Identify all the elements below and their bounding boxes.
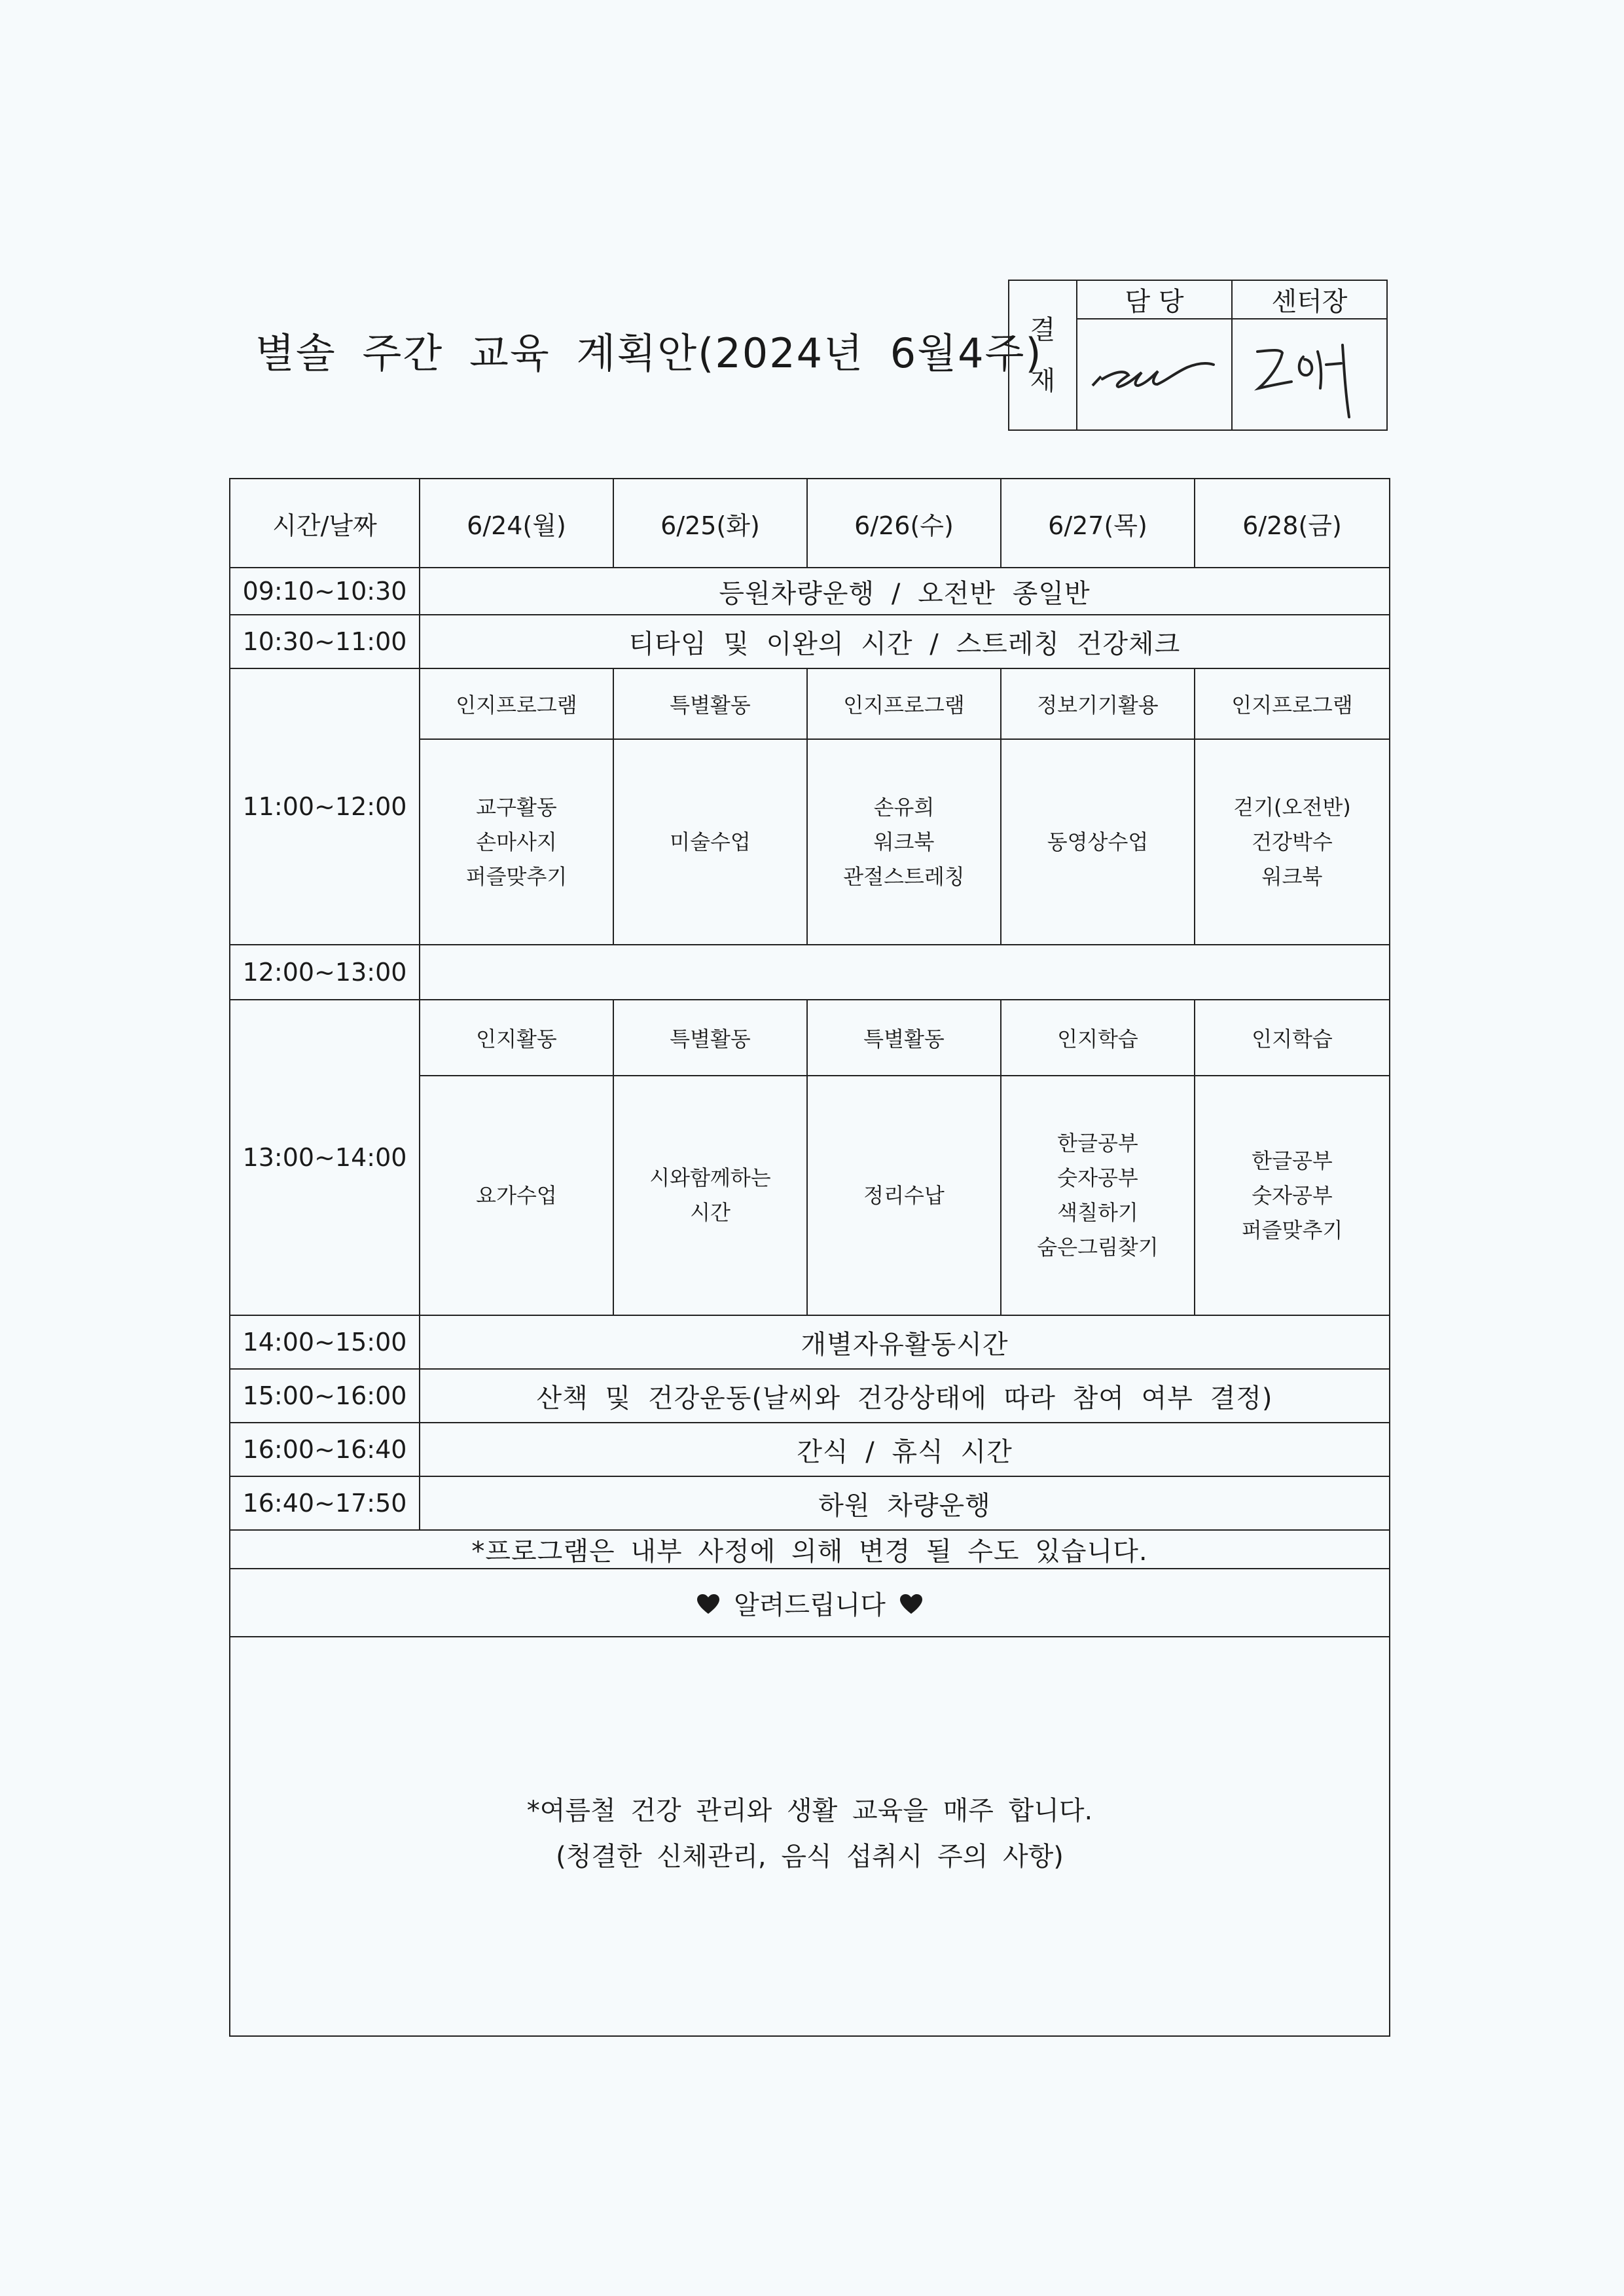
- header-row: [230, 479, 1390, 568]
- day-header-fri: 6/28(금): [1195, 479, 1390, 568]
- time-slot: 16:40~17:50: [230, 1476, 420, 1530]
- schedule-table: [229, 478, 1390, 2037]
- activity-cell: 정리수납: [807, 1076, 1001, 1315]
- time-slot: 09:10~10:30: [230, 568, 420, 615]
- activity-all-days: 산책 및 건강운동(날씨와 건강상태에 따라 참여 여부 결정): [420, 1369, 1390, 1423]
- table-row: [230, 1423, 1390, 1476]
- activity-cell: 미술수업: [613, 739, 807, 945]
- time-slot: 11:00~12:00: [230, 668, 420, 945]
- heart-icon: [900, 1592, 922, 1622]
- program-note-row: [230, 1530, 1390, 1569]
- time-slot: 13:00~14:00: [230, 1000, 420, 1315]
- activity-all-days: 하원 차량운행: [420, 1476, 1390, 1530]
- table-row: [230, 668, 1390, 739]
- category-cell: 특별활동: [613, 668, 807, 739]
- notice-body: [230, 1637, 1390, 2036]
- table-row: [230, 1476, 1390, 1530]
- time-slot: 10:30~11:00: [230, 615, 420, 668]
- page-title: 별솔 주간 교육 계획안(2024년 6월4주): [255, 329, 1043, 377]
- director-signature: [1232, 319, 1387, 430]
- activity-all-days: 개별자유활동시간: [420, 1315, 1390, 1369]
- day-header-thu: 6/27(목): [1001, 479, 1195, 568]
- category-cell: 인지활동: [420, 1000, 613, 1076]
- approval-box: [1008, 280, 1388, 431]
- day-header-tue: 6/25(화): [613, 479, 807, 568]
- time-slot: 16:00~16:40: [230, 1423, 420, 1476]
- notice-line-1: *여름철 건강 관리와 생활 교육을 매주 합니다.: [526, 1796, 1093, 1826]
- time-slot: 12:00~13:00: [230, 945, 420, 1000]
- activity-cell: 한글공부 숫자공부 색칠하기 숨은그림찾기: [1001, 1076, 1195, 1315]
- table-row: [230, 945, 1390, 1000]
- activity-cell: 걷기(오전반) 건강박수 워크북: [1195, 739, 1390, 945]
- program-note: *프로그램은 내부 사정에 의해 변경 될 수도 있습니다.: [230, 1530, 1390, 1569]
- notice-heading-cell: [230, 1569, 1390, 1637]
- time-slot: 15:00~16:00: [230, 1369, 420, 1423]
- manager-signature: [1077, 319, 1232, 430]
- table-row: [230, 1000, 1390, 1076]
- activity-cell: 교구활동 손마사지 퍼즐맞추기: [420, 739, 613, 945]
- activity-cell: 손유희 워크북 관절스트레칭: [807, 739, 1001, 945]
- category-cell: 인지프로그램: [807, 668, 1001, 739]
- day-header-wed: 6/26(수): [807, 479, 1001, 568]
- table-row: [230, 615, 1390, 668]
- category-cell: 인지학습: [1195, 1000, 1390, 1076]
- activity-all-days: [420, 945, 1390, 1000]
- approval-label-top: 결: [1030, 314, 1056, 345]
- category-cell: 특별활동: [613, 1000, 807, 1076]
- activity-cell: 시와함께하는 시간: [613, 1076, 807, 1315]
- heart-icon: [697, 1592, 719, 1622]
- category-cell: 인지프로그램: [420, 668, 613, 739]
- time-slot: 14:00~15:00: [230, 1315, 420, 1369]
- activity-cell: 동영상수업: [1001, 739, 1195, 945]
- activity-cell: 한글공부 숫자공부 퍼즐맞추기: [1195, 1076, 1390, 1315]
- category-cell: 인지학습: [1001, 1000, 1195, 1076]
- activity-all-days: 티타임 및 이완의 시간 / 스트레칭 건강체크: [420, 615, 1390, 668]
- notice-heading-row: [230, 1569, 1390, 1637]
- category-cell: 정보기기활용: [1001, 668, 1195, 739]
- approval-role-manager: 담 당: [1077, 280, 1232, 319]
- notice-heading: 알려드립니다: [734, 1590, 886, 1620]
- approval-label-bottom: 재: [1030, 365, 1056, 396]
- table-row: [230, 1315, 1390, 1369]
- notice-line-2: (청결한 신체관리, 음식 섭취시 주의 사항): [556, 1842, 1064, 1872]
- director-signature-mark: [1244, 325, 1375, 424]
- approval-label: [1009, 280, 1077, 430]
- activity-all-days: 등원차량운행 / 오전반 종일반: [420, 568, 1390, 615]
- activity-cell: 요가수업: [420, 1076, 613, 1315]
- corner-label: 시간/날짜: [230, 479, 420, 568]
- notice-body-row: [230, 1637, 1390, 2036]
- category-cell: 인지프로그램: [1195, 668, 1390, 739]
- manager-signature-mark: [1089, 338, 1220, 410]
- approval-role-director: 센터장: [1232, 280, 1387, 319]
- table-row: [230, 1369, 1390, 1423]
- activity-all-days: 간식 / 휴식 시간: [420, 1423, 1390, 1476]
- day-header-mon: 6/24(월): [420, 479, 613, 568]
- category-cell: 특별활동: [807, 1000, 1001, 1076]
- table-row: [230, 568, 1390, 615]
